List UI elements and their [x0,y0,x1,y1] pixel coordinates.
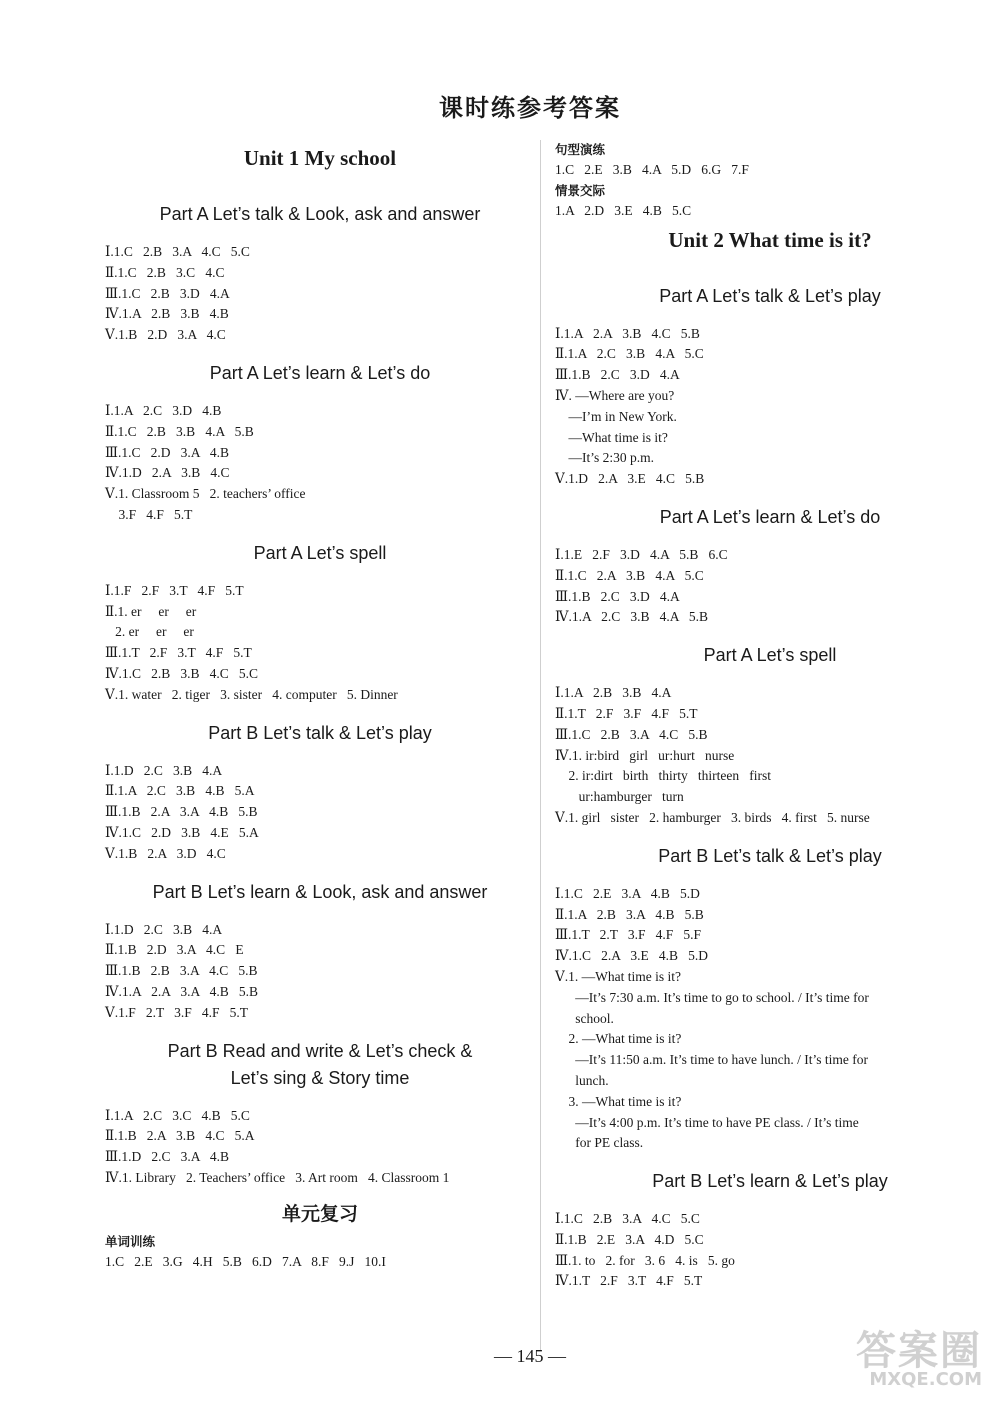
answer-line: lunch. [555,1072,609,1088]
answer-line: Ⅲ.1.T 2.F 3.T 4.F 5.T [105,645,252,661]
answer-line: Ⅴ.1.B 2.A 3.D 4.C [105,845,226,861]
section-heading: Part B Let’s talk & Let’s play [658,845,882,866]
watermark-text-bottom: MXQE.COM [869,1369,982,1390]
answer-line: Ⅳ. —Where are you? [555,387,675,403]
answer-line: Ⅳ.1. Library 2. Teachers’ office 3. Art room 4. Classroom 1 [105,1169,450,1185]
answer-line: Ⅱ.1.A 2.C 3.B 4.A 5.C [555,346,704,362]
answer-line: for PE class. [555,1135,644,1151]
answer-line: Ⅱ.1.B 2.E 3.A 4.D 5.C [555,1231,704,1247]
subsection-label: 单词训练 [105,1233,156,1249]
answer-line: 2. —What time is it? [555,1031,682,1047]
answer-line: Ⅳ.1.A 2.A 3.A 4.B 5.B [105,983,259,999]
answer-line: Ⅴ.1.F 2.T 3.F 4.F 5.T [105,1004,249,1020]
answer-line: —It’s 2:30 p.m. [555,450,655,466]
answer-line: Ⅱ.1. er er er [105,603,197,619]
section-heading: Part B Read and write & Let’s check & Let’s sing & Story time [167,1040,473,1088]
answer-line: 3. —What time is it? [555,1093,682,1109]
answer-line: Ⅰ.1.E 2.F 3.D 4.A 5.B 6.C [555,546,728,562]
answer-line: Ⅳ.1.C 2.D 3.B 4.E 5.A [105,824,259,840]
unit-title: Unit 1 My school [243,146,397,170]
answer-line: Ⅱ.1.A 2.B 3.A 4.B 5.B [555,906,704,922]
page-number: — 145 — [494,1346,566,1366]
answer-line: —I’m in New York. [555,408,677,424]
answer-line: Ⅲ.1.B 2.C 3.D 4.A [555,367,680,383]
answer-line: Ⅰ.1.A 2.A 3.B 4.C 5.B [555,325,700,341]
answer-line: Ⅰ.1.D 2.C 3.B 4.A [105,762,223,778]
section-heading: Part B Let’s learn & Let’s play [652,1171,888,1192]
section-heading: Part A Let’s learn & Let’s do [659,506,881,527]
right-column [555,140,985,1292]
answer-line: —It’s 4:00 p.m. It’s time to have PE class. / It’s time [555,1114,859,1130]
answer-line: Ⅴ.1.B 2.D 3.A 4.C [105,327,226,343]
answer-line: ur:hamburger turn [555,789,684,805]
subsection-label: 情景交际 [555,182,606,198]
answer-line: Ⅱ.1.C 2.A 3.B 4.A 5.C [555,567,704,583]
answer-line: 3.F 4.F 5.T [105,506,193,522]
answer-line: —It’s 11:50 a.m. It’s time to have lunch. / It’s time for [555,1052,868,1068]
answer-line: Ⅰ.1.A 2.C 3.D 4.B [105,402,222,418]
section-heading: Part A Let’s spell [703,645,837,666]
section-heading: Part A Let’s talk & Look, ask and answer [159,204,481,224]
answer-line: Ⅳ.1.A 2.B 3.B 4.B [105,306,229,322]
answer-line: Ⅲ.1. to 2. for 3. 6 4. is 5. go [555,1252,735,1268]
unit-review-heading: 单元复习 [281,1202,358,1225]
answer-line: Ⅱ.1.B 2.D 3.A 4.C E [105,942,244,958]
watermark-logo [856,1328,982,1390]
answer-line: Ⅲ.1.B 2.C 3.D 4.A [555,588,680,604]
watermark-text-top: 答案圈 [856,1328,982,1374]
section-heading: Part A Let’s spell [253,542,387,563]
answer-line: Ⅰ.1.C 2.B 3.A 4.C 5.C [555,1211,700,1227]
answer-line: Ⅴ.1.D 2.A 3.E 4.C 5.B [555,471,705,487]
answer-line: 2. er er er [105,624,194,640]
answer-line: 1.C 2.E 3.G 4.H 5.B 6.D 7.A 8.F 9.J 10.I [105,1253,386,1269]
answer-line: Ⅲ.1.C 2.B 3.D 4.A [105,285,230,301]
answer-line: Ⅰ.1.C 2.E 3.A 4.B 5.D [555,885,700,901]
answer-line: Ⅴ.1. water 2. tiger 3. sister 4. computer 5. Dinner [105,686,398,702]
answer-line: 1.C 2.E 3.B 4.A 5.D 6.G 7.F [555,162,749,177]
answer-line: Ⅳ.1. ir:bird girl ur:hurt nurse [555,747,735,763]
answer-line: Ⅰ.1.F 2.F 3.T 4.F 5.T [105,582,244,598]
answer-line: Ⅳ.1.A 2.C 3.B 4.A 5.B [555,609,709,625]
answer-line: Ⅰ.1.D 2.C 3.B 4.A [105,921,223,937]
answer-line: Ⅱ.1.C 2.B 3.B 4.A 5.B [105,423,254,439]
left-column [105,140,535,1273]
answer-line: 2. ir:dirt birth thirty thirteen first [555,768,771,784]
answer-line: 1.A 2.D 3.E 4.B 5.C [555,202,692,218]
answer-line: Ⅲ.1.D 2.C 3.A 4.B [105,1149,230,1165]
answer-line: Ⅲ.1.B 2.A 3.A 4.B 5.B [105,804,258,820]
answer-line: Ⅴ.1. —What time is it? [555,968,681,984]
unit-title: Unit 2 What time is it? [668,227,872,252]
answer-line: Ⅳ.1.C 2.A 3.E 4.B 5.D [555,948,708,964]
answer-line: Ⅴ.1. girl sister 2. hamburger 3. birds 4. first 5. nurse [555,809,870,825]
answer-line: —What time is it? [555,429,668,445]
answer-line: Ⅱ.1.C 2.B 3.C 4.C [105,264,225,280]
answer-line: Ⅳ.1.C 2.B 3.B 4.C 5.C [105,665,259,681]
answer-line: Ⅳ.1.D 2.A 3.B 4.C [105,465,230,481]
answer-line: Ⅱ.1.A 2.C 3.B 4.B 5.A [105,783,255,799]
answer-line: Ⅲ.1.B 2.B 3.A 4.C 5.B [105,963,258,979]
answer-line: Ⅰ.1.A 2.B 3.B 4.A [555,685,672,701]
column-divider [540,140,541,1350]
answer-line: Ⅳ.1.T 2.F 3.T 4.F 5.T [555,1273,703,1289]
section-heading: Part B Let’s talk & Let’s play [208,722,432,743]
answer-line: —It’s 7:30 a.m. It’s time to go to school. / It’s time for [555,989,869,1005]
section-heading: Part A Let’s talk & Let’s play [659,285,881,306]
section-heading: Part A Let’s learn & Let’s do [209,362,431,383]
answer-line: Ⅱ.1.B 2.A 3.B 4.C 5.A [105,1128,255,1144]
page-title: 课时练参考答案 [439,94,621,122]
answer-line: Ⅰ.1.C 2.B 3.A 4.C 5.C [105,244,250,259]
section-heading: Part B Let’s learn & Look, ask and answer [152,881,488,902]
answer-line: Ⅲ.1.C 2.D 3.A 4.B [105,444,230,460]
answer-line: Ⅱ.1.T 2.F 3.F 4.F 5.T [555,705,698,721]
answer-line: Ⅲ.1.T 2.T 3.F 4.F 5.F [555,927,702,943]
answer-line: Ⅲ.1.C 2.B 3.A 4.C 5.B [555,726,708,742]
answer-line: Ⅴ.1. Classroom 5 2. teachers’ office [105,486,306,502]
answer-line: Ⅰ.1.A 2.C 3.C 4.B 5.C [105,1107,250,1123]
answer-line: school. [555,1010,614,1026]
subsection-label: 句型演练 [555,142,606,157]
